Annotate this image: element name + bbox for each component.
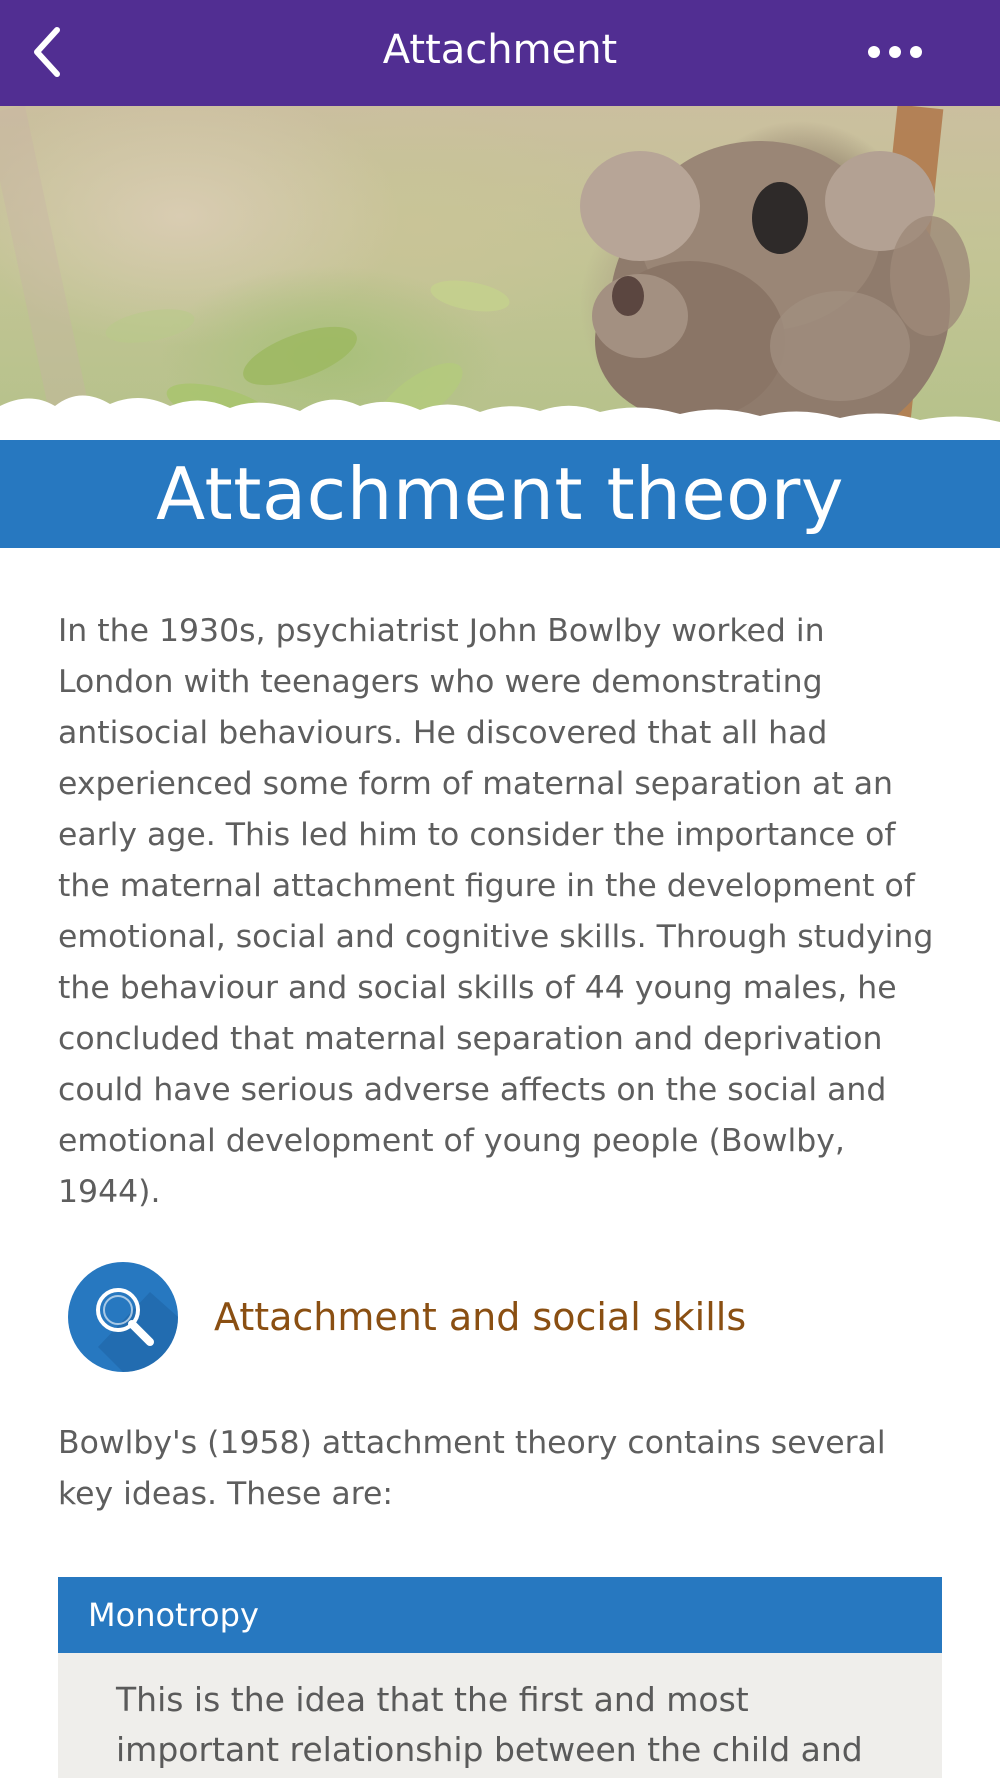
more-options-button[interactable] [860,30,930,74]
intro-paragraph: In the 1930s, psychiatrist John Bowlby worked in London with teenagers who were demonstrating antisocial behaviours. He discovered that all had experienced some form of maternal separation at an early age. This led him to consider the importance of the maternal attachment figure in the development of emotional, social and cognitive skills. Through studying the behaviour and social skills of 44 young males, he concluded that maternal separation and deprivation could have serious adverse affects on the social and emotional development of young people (Bowlby, 1944). [58,613,934,1210]
hero-image [0,106,1000,440]
page-title-banner [0,440,1000,548]
more-horizontal-icon [868,46,880,58]
back-button[interactable] [22,22,72,82]
accordion-text: This is the idea that the first and most important relationship between the child and [116,1680,863,1769]
accordion-title: Monotropy [88,1596,259,1634]
section-title: Attachment and social skills [214,1295,747,1339]
key-ideas-paragraph: Bowlby's (1958) attachment theory contains several key ideas. These are: [58,1425,886,1512]
magnifier-icon [68,1262,178,1372]
accordion-header-monotropy[interactable] [58,1577,942,1653]
koala-mother-and-baby-photo [0,106,1000,440]
screen-title: Attachment [382,27,618,73]
top-app-bar [0,0,1000,106]
section-header [68,1262,948,1372]
chevron-left-icon [27,24,67,80]
accordion-body-monotropy [58,1653,942,1778]
page-title: Attachment theory [156,452,844,536]
